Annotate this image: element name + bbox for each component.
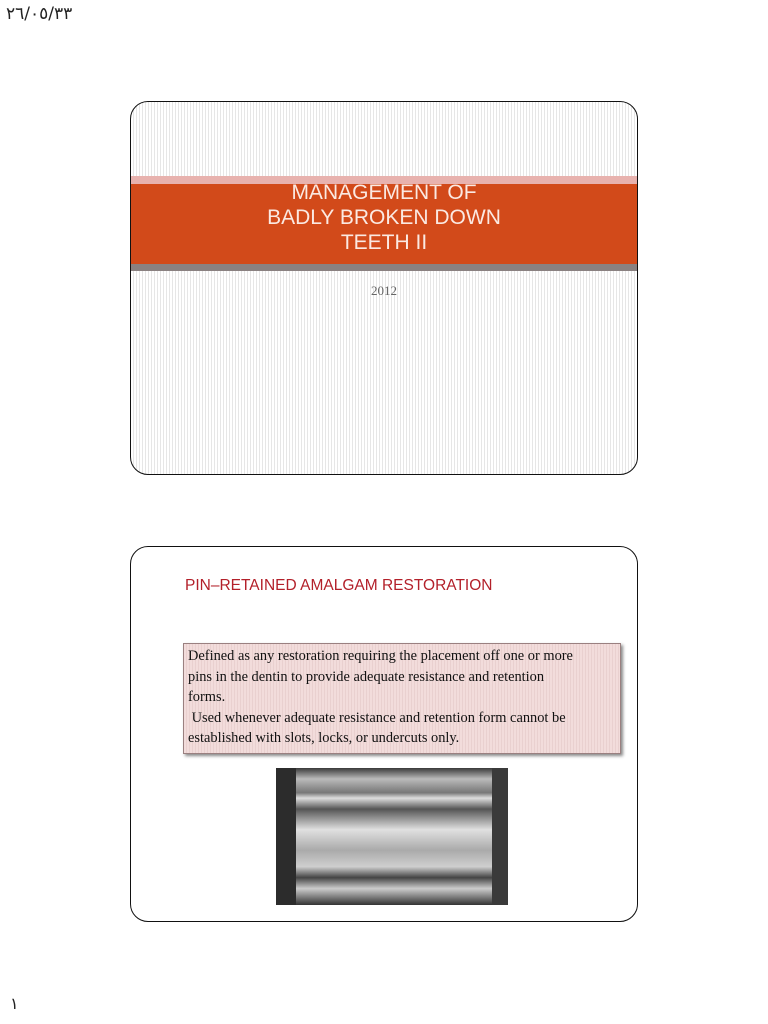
definition-line: Used whenever adequate resistance and retention form cannot be xyxy=(188,709,566,726)
definition-line: pins in the dentin to provide adequate resistance and retention xyxy=(188,668,545,685)
page-number: ١ xyxy=(10,994,19,1013)
slide-title xyxy=(130,101,638,475)
title-line: MANAGEMENT OF xyxy=(291,181,477,204)
slide-subtitle-year: 2012 xyxy=(371,283,397,298)
title-band-bottom xyxy=(131,264,637,271)
page-header-date: ٢٦/٠٥/٣٣ xyxy=(6,4,73,24)
definition-box xyxy=(183,643,621,754)
definition-line: established with slots, locks, or undercuts only. xyxy=(188,730,460,746)
slide-heading: PIN–RETAINED AMALGAM RESTORATION xyxy=(185,577,493,594)
title-line: BADLY BROKEN DOWN xyxy=(267,206,501,229)
definition-line: Defined as any restoration requiring the placement off one or more xyxy=(188,648,573,664)
slide-title-text xyxy=(131,180,637,255)
title-line: TEETH II xyxy=(340,231,428,254)
definition-line: forms. xyxy=(188,689,226,705)
slide-pin-retained xyxy=(130,546,638,922)
teeth-photo xyxy=(276,768,508,905)
